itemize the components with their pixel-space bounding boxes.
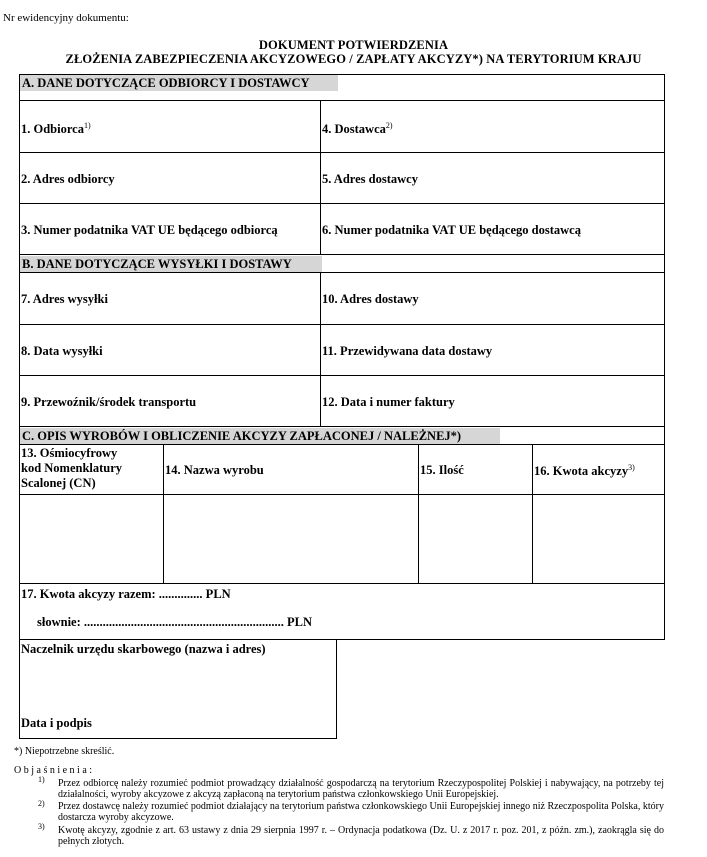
col-quantity: 15. Ilość [420, 463, 464, 477]
document-number-label: Nr ewidencyjny dokumentu: [3, 12, 129, 24]
col-cn-code: 13. Ośmiocyfrowy kod Nomenklatury Scalonej (CN) [21, 446, 123, 490]
input-cn-code[interactable] [20, 495, 163, 583]
office-label: Naczelnik urzędu skarbowego (nazwa i adres) [21, 642, 266, 656]
footnote-3-mark: 3) [38, 822, 45, 831]
input-product-name[interactable] [164, 495, 418, 583]
footnote-2: Przez dostawcę należy rozumieć podmiot działający na terytorium państwa członkowskiego Unii Europejskiej innego niż Rzeczpospolita Polska, który dostarcza wyroby akcyzowe. [58, 801, 664, 823]
footnote-1: Przez odbiorcę należy rozumieć podmiot prowadzący działalność gospodarczą na terytorium Rzeczypospolitej Polskiej i nabywający, na potrzeby tej działalności, wyroby akcyzowe z akcyzą zapłaconą na terytorium państwa członkowskiego Unii Europejskiej. [58, 778, 664, 800]
document-title-line2: ZŁOŻENIA ZABEZPIECZENIA AKCYZOWEGO / ZAPŁATY AKCYZY*) NA TERYTORIUM KRAJU [65, 52, 642, 66]
input-excise-amount[interactable] [533, 495, 664, 583]
field-invoice[interactable]: 12. Data i numer faktury [322, 395, 455, 409]
explanations-title: O b j a ś n i e n i a : [14, 765, 93, 776]
field-expected-delivery-date[interactable]: 11. Przewidywana data dostawy [322, 344, 493, 358]
field-amount-in-words[interactable]: słownie: ................................................................ PLN [37, 615, 312, 629]
field-shipping-date[interactable]: 8. Data wysyłki [21, 344, 103, 358]
field-supplier[interactable]: 4. Dostawca$^{2)}$ [322, 121, 393, 137]
col-excise-amount: 16. Kwota akcyzy$^{3)}$ [534, 463, 635, 479]
date-signature-label: Data i podpis [21, 716, 92, 730]
section-a-header: A. DANE DOTYCZĄCE ODBIORCY I DOSTAWCY [20, 75, 338, 91]
footnote-2-mark: 2) [38, 799, 45, 808]
field-recipient[interactable]: 1. Odbiorca$^{1)}$ [21, 121, 91, 137]
footnote-3: Kwotę akcyzy, zgodnie z art. 63 ustawy z dnia 29 sierpnia 1997 r. – Ordynacja podatkowa (Dz. U. z 2017 r. poz. 201, z późn. zm.), zaokrągla się do pełnych złotych. [58, 825, 664, 847]
document-title-line1: DOKUMENT POTWIERDZENIA [258, 38, 449, 52]
section-b-header: B. DANE DOTYCZĄCE WYSYŁKI I DOSTAWY [20, 256, 322, 272]
footnote-star: *) Niepotrzebne skreślić. [14, 746, 115, 757]
field-total-excise[interactable]: 17. Kwota akcyzy razem: .............. PLN [21, 587, 231, 601]
input-quantity[interactable] [419, 495, 532, 583]
field-carrier[interactable]: 9. Przewoźnik/środek transportu [21, 395, 197, 409]
footnote-1-mark: 1) [38, 775, 45, 784]
field-delivery-address[interactable]: 10. Adres dostawy [322, 292, 419, 306]
field-recipient-address[interactable]: 2. Adres odbiorcy [21, 172, 115, 186]
col-product-name: 14. Nazwa wyrobu [165, 463, 264, 477]
field-supplier-vat[interactable]: 6. Numer podatnika VAT UE będącego dostawcą [322, 223, 581, 237]
field-shipping-address[interactable]: 7. Adres wysyłki [21, 292, 108, 306]
field-supplier-address[interactable]: 5. Adres dostawcy [322, 172, 418, 186]
field-recipient-vat[interactable]: 3. Numer podatnika VAT UE będącego odbiorcą [21, 223, 278, 237]
section-c-header: C. OPIS WYROBÓW I OBLICZENIE AKCYZY ZAPŁACONEJ / NALEŻNEJ*) [20, 428, 500, 444]
